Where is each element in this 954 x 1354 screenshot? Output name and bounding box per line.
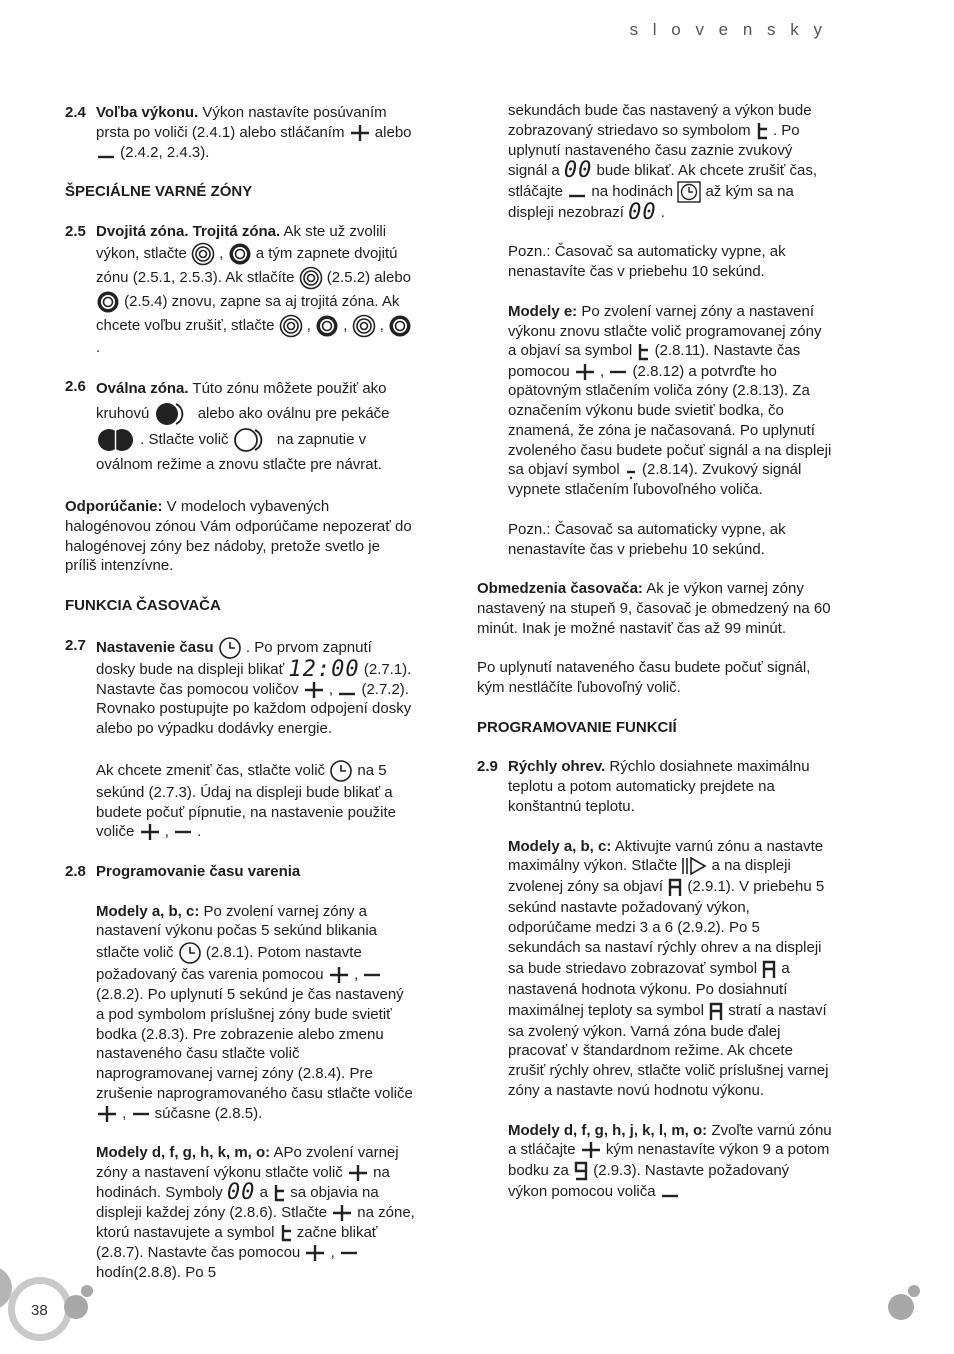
plus-icon (349, 124, 371, 142)
plus-icon (304, 1244, 326, 1262)
text: Rýchlo dosiahnete maximálnu teplotu a potom automaticky prejdete na konštantnú teplotu. (508, 758, 810, 816)
text: V modeloch vybavených halogénovou zónou Vám odporúčame nepozerať do halogénovej zóny bez nádoby, pretože svetlo je príliš intenzívne. (65, 497, 412, 575)
text: (2.8.11). Nastavte čas pomocou (508, 342, 801, 380)
models-label: Modely e: (508, 302, 578, 320)
left-column (65, 103, 415, 1302)
text: (2.8.12) a potvrďte ho opätovným stlačením voliča zóny (2.8.13). Za označením výkonu bude svietiť bodka, čo znamená, že zóna je načasovaná. Po uplynutí zvoleného času budete počuť signál a na displeji sa objaví symbol (508, 362, 832, 479)
text: , (324, 680, 338, 698)
text: a tým zapnete dvojitú zónu (2.5.1, 2.5.3). Ak stlačíte (96, 244, 398, 286)
text: začne blikať (2.8.7). Nastavte čas pomocou (96, 1223, 378, 1261)
text: na zóne, ktorú nastavujete a symbol (96, 1203, 415, 1241)
plus-icon (347, 1164, 369, 1182)
boost-icon (681, 856, 707, 876)
models-label: Modely a, b, c: (508, 837, 612, 855)
double-zone-icon (279, 314, 303, 338)
recommendation (65, 497, 415, 576)
text: Výkon nastavíte posúvaním prsta po voliči (2.4.1) alebo stláčaním (96, 104, 387, 141)
double-zone-icon (191, 242, 215, 266)
section-2-8-models-dfghkmo (65, 1143, 415, 1282)
text: alebo ako oválnu pre pekáče (193, 405, 390, 423)
plus-icon (303, 681, 325, 699)
section-2-7 (65, 636, 415, 739)
section-2-9-models-abc (477, 837, 832, 1101)
section-number: 2.5 (65, 222, 86, 240)
text: až kým sa na displeji nezobrazí (508, 182, 794, 221)
timer-symbol-icon (272, 1183, 286, 1203)
plus-icon (574, 363, 596, 381)
plus-icon (331, 1204, 353, 1222)
text: na hodinách (587, 182, 678, 200)
text: , (375, 316, 389, 334)
text: Po zvolení varnej zóny a nastavení výkonu počas 5 sekúnd blikania stlačte volič (96, 902, 378, 962)
heading-programming-functions: PROGRAMOVANIE FUNKCIÍ (477, 718, 677, 736)
text: . (96, 338, 101, 356)
text: Po zvolení varnej zóny a nastavení výkonu znovu stlačte volič programovanej zóny a objaví sa symbol (508, 302, 822, 360)
timer-symbol-icon (279, 1223, 293, 1243)
timer-end-note: Po uplynutí nataveného času budete počuť signál, kým nestláčíte ľubovoľný volič. (477, 659, 811, 697)
section-title: Voľba výkonu. (96, 104, 199, 121)
text: , (302, 316, 316, 334)
plus-icon (580, 1141, 602, 1159)
text: (2.9.3). Nastavte požadovaný výkon pomocou voliča (508, 1162, 790, 1201)
section-title: Rýchly ohrev. (508, 758, 606, 776)
timer-symbol-icon (636, 342, 650, 362)
section-number: 2.6 (65, 378, 86, 396)
minus-icon (608, 363, 628, 381)
text: (2.7.1). Nastavte čas pomocou voličov (96, 660, 412, 698)
text: (2.4.2, 2.4.3). (116, 143, 210, 161)
text: na 5 sekúnd (2.7.3). Údaj na displeji bude blikať a budete počuť pípnutie, na nastavenie použite voliče (96, 761, 397, 841)
section-2-8-models-abc (65, 902, 415, 1124)
text: , (215, 244, 228, 262)
text: Ak chcete zmeniť čas, stlačte volič (96, 761, 330, 779)
text: . (193, 823, 202, 841)
oval-zone-icon (96, 427, 136, 453)
text: (2.5.2) alebo (322, 268, 412, 286)
recommendation-label: Odporúčanie: (65, 497, 163, 515)
text: (2.8.14). Zvukový signál vypnete stlačením ľubovoľného voliča. (508, 461, 802, 499)
minus-icon (567, 183, 587, 201)
section-title: Dvojitá zóna. Trojitá zóna. (96, 222, 281, 240)
text: Ak ste už zvolili výkon, stlačte (96, 222, 387, 262)
text: hodín(2.8.8). Po 5 (96, 1263, 217, 1281)
decorative-dot (888, 1294, 914, 1320)
triple-zone-icon (315, 314, 339, 338)
display-1200: 12:00 (288, 656, 360, 682)
clock-icon (329, 759, 353, 783)
timer-continuation (477, 101, 832, 223)
heading-special-zones: ŠPECIÁLNE VARNÉ ZÓNY (65, 183, 253, 201)
text: , (349, 966, 363, 984)
section-number: 2.9 (477, 758, 498, 776)
text: (2.8.2). Po uplynutí 5 sekúnd je čas nastavený a pod symbolom príslušnej zóny bude svietiť bodka (2.8.3). Pre zobrazenie alebo zmenu nastaveného času stlačte volič naprogramovanej varnej zóny (2.8.4). Pre zrušenie naprogramovaného času stlačte voliče (96, 985, 413, 1102)
text: sa objavia na displeji každej zóny (2.8.6). Stlačte (96, 1183, 379, 1221)
heading-timer-function: FUNKCIA ČASOVAČA (65, 596, 221, 614)
text: , (326, 1243, 339, 1261)
section-title: Oválna zóna. (96, 380, 189, 398)
display-00: 00 (628, 199, 657, 225)
symbol-a-icon (708, 1000, 724, 1022)
minus-icon (173, 823, 193, 841)
digit-9-icon (573, 1160, 589, 1182)
double-zone-icon (299, 266, 323, 290)
timer-limits (477, 579, 832, 638)
clock-icon (218, 636, 242, 660)
models-label: Modely a, b, c: (96, 902, 200, 920)
oval-selector-icon (233, 427, 273, 453)
text: . Stlačte volič (136, 431, 233, 449)
section-number: 2.8 (65, 862, 86, 880)
text: (2.9.1). V priebehu 5 sekúnd nastavte požadovaný výkon, odporúčame medzi 3 a 6 (2.9.2). Po 5 sekundách sa nastaví rýchly ohrev a na displeji sa bude striedavo zobrazovať symbol (508, 878, 825, 977)
text: . Po uplynutí nastaveného času zaznie zvukový signál a (508, 121, 800, 179)
double-zone-icon (352, 314, 376, 338)
text: APo zvolení varnej zóny a nastavení výkonu stlačte volič (96, 1144, 399, 1182)
minus-icon (337, 681, 357, 699)
text: na zapnutie v oválnom režime a znovu stlačte pre návrat. (96, 431, 382, 474)
text: (2.8.1). Potom nastavte požadovaný čas varenia pomocou (96, 944, 362, 984)
text: Túto zónu môžete použiť ako kruhovú (96, 380, 387, 423)
plus-icon (328, 966, 350, 984)
triple-zone-icon (388, 314, 412, 338)
text: bude blikať. Ak chcete zrušiť čas, stláčajte (508, 161, 818, 200)
symbol-a-icon (761, 958, 777, 980)
plus-icon (139, 823, 161, 841)
triple-zone-icon (228, 242, 252, 266)
section-2-9-models-dfghjklmo (477, 1121, 832, 1202)
text: súčasne (2.8.5). (150, 1104, 263, 1122)
minus-icon (339, 1244, 359, 1262)
section-2-4 (65, 103, 415, 162)
text: , (339, 316, 352, 334)
section-number: 2.4 (65, 104, 86, 121)
display-00: 00 (563, 157, 593, 183)
triple-zone-icon (96, 290, 120, 314)
round-zone-icon (154, 401, 194, 427)
text: stratí a nastaví sa zvolený výkon. Varná zóna bude ďalej pracovať v štandardnom režime. Ak chcete zrušiť rýchly ohrev, stlačte volič príslušnej varnej zóny a nastavte novú hodnotu výkonu. (508, 1001, 829, 1100)
text: alebo (374, 123, 412, 141)
text: (2.5.4) znovu, zapne sa aj trojitá zóna. Ak chcete voľbu zrušiť, stlačte (96, 292, 400, 334)
decorative-dot (908, 1285, 920, 1297)
right-column (477, 101, 832, 1222)
text: , (118, 1104, 131, 1122)
section-number: 2.7 (65, 636, 86, 654)
text: kým nenastavíte výkon 9 a potom bodku za (508, 1141, 830, 1180)
text: sekundách bude čas nastavený a výkon bude zobrazovaný striedavo so symbolom (508, 102, 812, 139)
minus-icon (362, 966, 382, 984)
text: . (656, 203, 665, 221)
text: Zvoľte varnú zónu a stláčajte (508, 1121, 832, 1159)
section-2-7-change-time (65, 759, 415, 842)
text: , (160, 823, 174, 841)
minus-icon (660, 1183, 680, 1201)
language-header: s l o v e n s k y (629, 20, 827, 39)
page-number: 38 (31, 1302, 48, 1319)
minus-icon (96, 144, 116, 162)
decorative-dot (64, 1295, 88, 1319)
section-2-5 (65, 222, 415, 358)
section-2-8 (65, 862, 415, 882)
note-timer-off: Pozn.: Časovač sa automaticky vypne, ak nenastavíte čas v priebehu 10 sekúnd. (508, 520, 786, 558)
text: a (255, 1183, 273, 1201)
minus-icon (131, 1105, 151, 1123)
clock-button-icon (677, 181, 701, 203)
text: (2.7.2). Rovnako postupujte po každom odpojení dosky alebo po výpadku dodávky energie. (96, 680, 412, 738)
decorative-dot (81, 1285, 93, 1297)
timer-symbol-icon (755, 121, 769, 141)
dash-symbol-icon (624, 462, 638, 480)
section-2-6 (65, 377, 415, 477)
text: , (595, 362, 609, 380)
limits-label: Obmedzenia časovača: (477, 580, 643, 598)
text: Aktivujte varnú zónu a nastavte maximálny výkon. Stlačte (508, 837, 824, 875)
symbol-a-icon (667, 876, 683, 898)
display-00: 00 (226, 1179, 256, 1205)
text: Ak je výkon varnej zóny nastavený na stupeň 9, časovač je obmedzený na 60 minút. Inak je možné nastaviť čas až 99 minút. (477, 580, 831, 637)
models-e (477, 302, 832, 500)
section-2-9 (477, 757, 832, 816)
text: a nastavená hodnota výkonu. Po dosiahnutí maximálnej teploty sa symbol (508, 959, 790, 1019)
models-label: Modely d, f, g, h, j, k, l, m, o: (508, 1121, 708, 1139)
section-title: Nastavenie času (96, 638, 214, 656)
clock-icon (178, 941, 202, 965)
text: a na displeji zvolenej zóny sa objaví (508, 857, 791, 896)
models-label: Modely d, f, g, h, k, m, o: (96, 1144, 271, 1162)
section-title: Programovanie času varenia (96, 862, 301, 880)
plus-icon (96, 1105, 118, 1123)
note-timer-off: Pozn.: Časovač sa automaticky vypne, ak nenastavíte čas v priebehu 10 sekúnd. (508, 243, 786, 281)
text: na hodinách. Symboly (96, 1164, 390, 1201)
text: . Po prvom zapnutí dosky bude na displeji blikať (96, 638, 372, 678)
